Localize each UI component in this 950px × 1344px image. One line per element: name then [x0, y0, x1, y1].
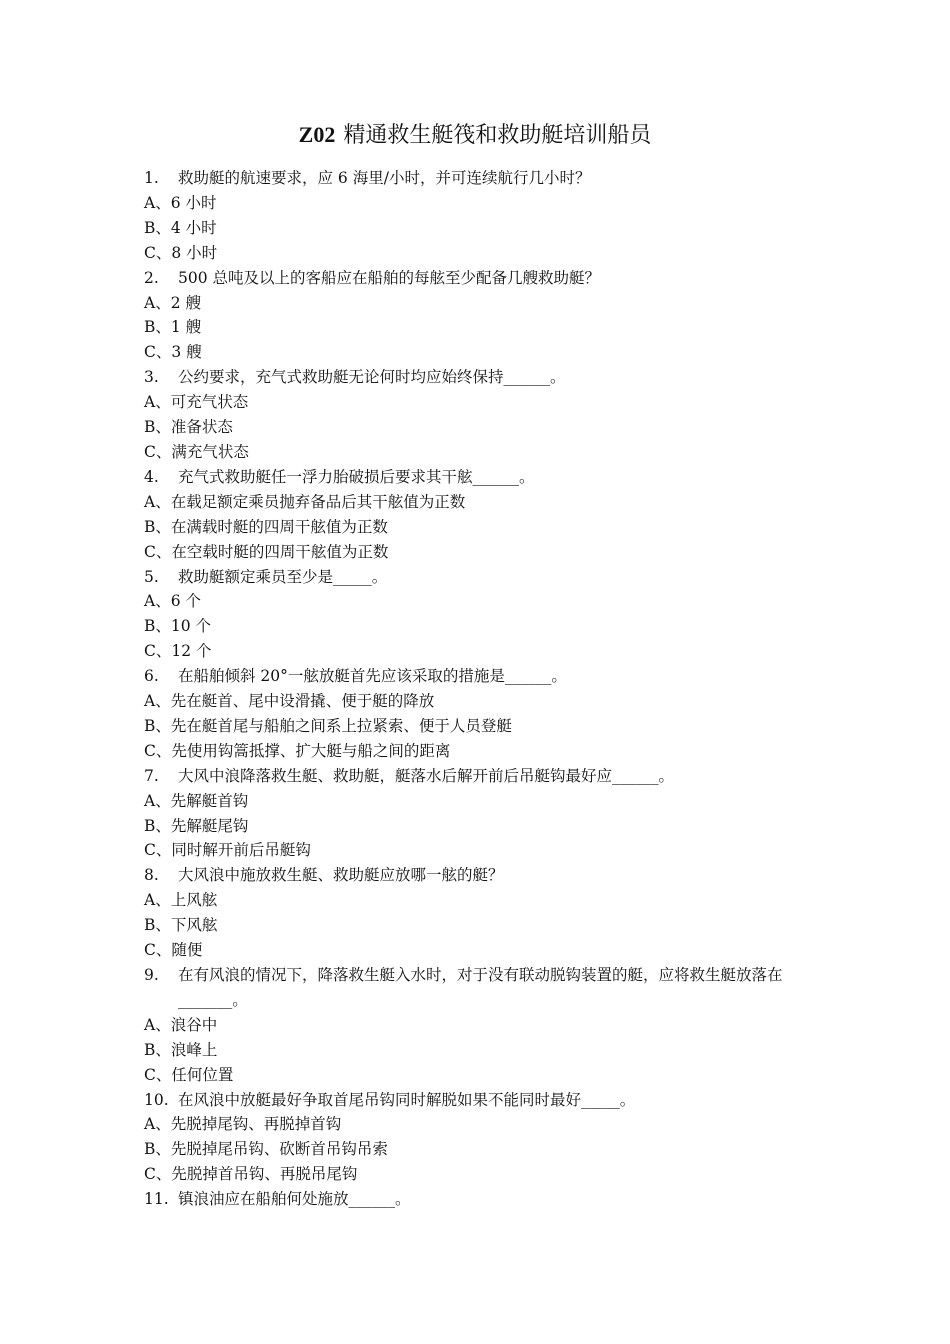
- question-number: 1.: [144, 169, 159, 187]
- answer-option: C、先脱掉首吊钩、再脱吊尾钩: [144, 1165, 358, 1184]
- answer-option: A、先解艇首钩: [144, 791, 249, 810]
- title-code: Z02: [298, 122, 336, 147]
- question-text: 充气式救助艇任一浮力胎破损后要求其干舷______。: [178, 467, 535, 486]
- answer-option: A、6 小时: [144, 193, 217, 212]
- question-text: 大风中浪降落救生艇、救助艇，艇落水后解开前后吊艇钩最好应______。: [178, 766, 675, 785]
- question-text: 在有风浪的情况下，降落救生艇入水时，对于没有联动脱钩装置的艇，应将救生艇放落在_______。: [178, 966, 783, 1009]
- question-number: 8.: [144, 866, 159, 885]
- answer-option: B、在满载时艇的四周干舷值为正数: [144, 517, 388, 536]
- question-text: 公约要求，充气式救助艇无论何时均应始终保持______。: [178, 368, 566, 387]
- question-item: [144, 166, 824, 191]
- answer-option: C、随便: [144, 941, 203, 960]
- question-text: 大风浪中施放救生艇、救助艇应放哪一舷的艇？: [178, 866, 504, 885]
- answer-option: C、8 小时: [144, 243, 218, 262]
- answer-option: A、浪谷中: [144, 1015, 218, 1034]
- answer-option: A、在载足额定乘员抛弃备品后其干舷值为正数: [144, 492, 466, 511]
- question-number: 9.: [144, 966, 159, 984]
- question-item: [144, 365, 824, 390]
- question-text: 在风浪中放艇最好争取首尾吊钩同时解脱如果不能同时最好_____。: [178, 1090, 636, 1109]
- question-number: 4.: [144, 467, 159, 486]
- question-number: 2.: [144, 268, 159, 287]
- question-text: 镇浪油应在船舶何处施放______。: [178, 1190, 411, 1209]
- answer-option: C、任何位置: [144, 1065, 234, 1084]
- answer-option: B、浪峰上: [144, 1040, 218, 1059]
- answer-option: B、4 小时: [144, 218, 217, 237]
- answer-option: A、先脱掉尾钩、再脱掉首钩: [144, 1115, 342, 1134]
- answer-option: B、准备状态: [144, 418, 233, 437]
- answer-option: C、3 艘: [144, 343, 202, 362]
- question-item: [144, 863, 824, 888]
- answer-option: B、先解艇尾钩: [144, 816, 249, 835]
- question-item: [144, 1088, 824, 1113]
- question-item: [144, 565, 824, 590]
- answer-option: C、满充气状态: [144, 442, 249, 461]
- question-item: [144, 266, 824, 291]
- answer-option: A、6 个: [144, 592, 201, 611]
- question-text: 在船舶倾斜 20°一舷放艇首先应该采取的措施是______。: [178, 667, 567, 686]
- answer-option: B、下风舷: [144, 916, 218, 935]
- answer-option: A、上风舷: [144, 891, 218, 910]
- page-title: [0, 118, 950, 153]
- answer-option: A、可充气状态: [144, 393, 249, 412]
- question-number: 5.: [144, 567, 159, 586]
- answer-option: C、12 个: [144, 642, 212, 661]
- question-item: [144, 764, 824, 789]
- question-number: 6.: [144, 667, 159, 686]
- question-text: 500 总吨及以上的客船应在船舶的每舷至少配备几艘救助艇？: [178, 268, 601, 287]
- question-list: [144, 166, 824, 1212]
- answer-option: A、2 艘: [144, 293, 201, 312]
- answer-option: B、10 个: [144, 617, 212, 636]
- answer-option: B、1 艘: [144, 318, 202, 337]
- answer-option: B、先脱掉尾吊钩、砍断首吊钩吊索: [144, 1140, 388, 1159]
- question-text: 救助艇额定乘员至少是_____。: [178, 567, 388, 586]
- question-number: 10.: [144, 1090, 169, 1109]
- answer-option: C、在空载时艇的四周干舷值为正数: [144, 542, 389, 561]
- answer-option: A、先在艇首、尾中设滑撬、便于艇的降放: [144, 692, 435, 711]
- question-item: [144, 1187, 824, 1212]
- title-text: 精通救生艇筏和救助艇培训船员: [343, 123, 652, 148]
- answer-option: C、先使用钩篙抵撑、扩大艇与船之间的距离: [144, 741, 451, 760]
- answer-option: B、先在艇首尾与船舶之间系上拉紧索、便于人员登艇: [144, 716, 512, 735]
- question-number: 3.: [144, 368, 159, 387]
- question-number: 11.: [144, 1190, 169, 1209]
- question-item: [144, 664, 824, 689]
- question-item: [144, 963, 824, 1013]
- answer-option: C、同时解开前后吊艇钩: [144, 841, 311, 860]
- question-text: 救助艇的航速要求，应 6 海里/小时，并可连续航行几小时？: [178, 169, 591, 187]
- question-item: [144, 465, 824, 490]
- question-number: 7.: [144, 766, 159, 785]
